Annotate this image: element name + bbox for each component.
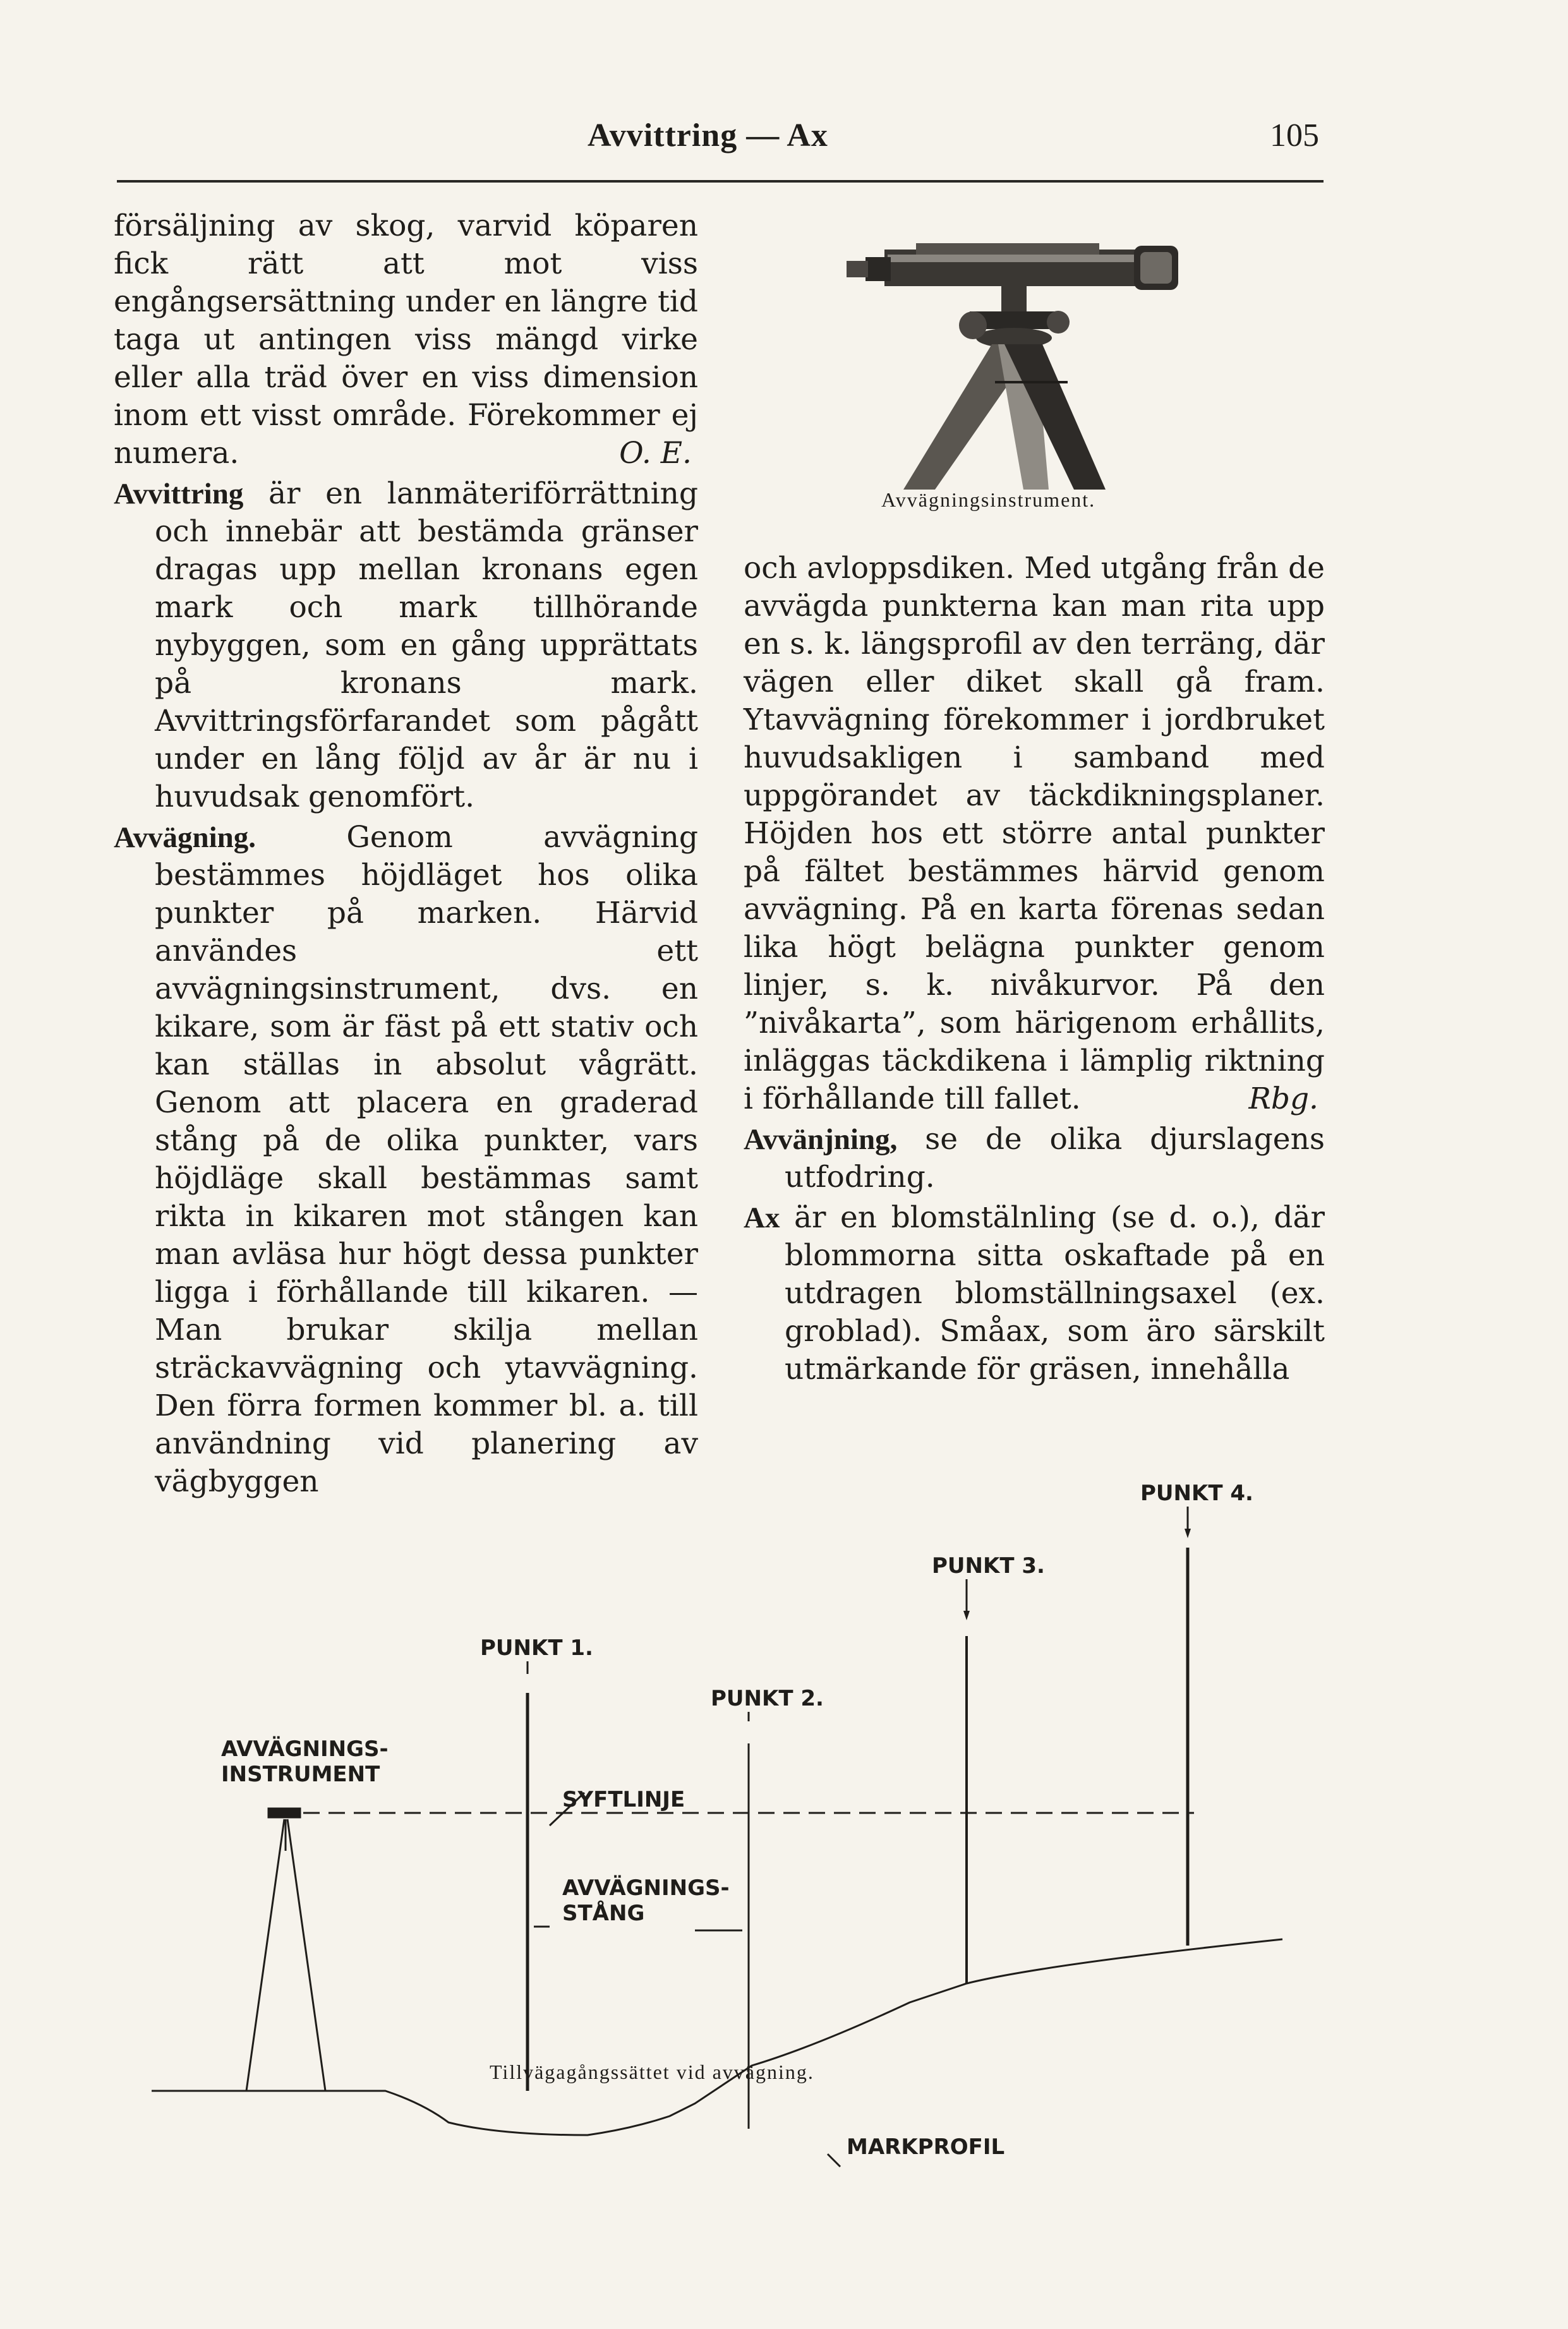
entry-text: se de olika djurslagens utfodring. — [785, 1122, 1325, 1195]
header-title: Avvittring — Ax — [588, 117, 828, 153]
entry-avvagning — [114, 819, 698, 1501]
punkt-3-label: PUNKT 3. — [932, 1553, 1045, 1579]
punkt-2-label: PUNKT 2. — [711, 1686, 824, 1711]
entry-avvittring — [114, 475, 698, 816]
left-column — [114, 207, 698, 1503]
entry-text: Genom avvägning bestämmes höjdläget hos olika punkter på marken. Härvid användes ett avvägningsinstrument, dvs. en kikare, som är fäst på ett stativ och kan ställas in absolut vågrätt. Genom att placera en graderad stång på de olika punkter, vars höjdläge skall bestämmas samt rikta in kikaren mot stången kan man avläsa hur högt dessa punkter ligga i förhållande till kikaren. — Man brukar skilja mellan sträckavvägning och ytavvägning. Den förra formen kommer bl. a. till användning vid planering av vägbyggen — [155, 820, 698, 1499]
author-signature: Rbg. — [1248, 1081, 1318, 1116]
entry-text: är en lanmäteriförrättning och innebär att bestämda gränser dragas upp mellan kronans egen mark och mark tillhörande nybyggen, som en gång upprättats på kronans mark. Avvittringsförfarandet som pågått under en lång följd av år är nu i huvudsak genomfört. — [155, 476, 698, 814]
instrument-label-line1: AVVÄGNINGS- — [221, 1736, 389, 1762]
syftlinje-label: SYFTLINJE — [562, 1787, 685, 1812]
entry-text: är en blomstälnling (se d. o.), där blommorna sitta oskaftade på en utdragen blomställningsaxel (ex. groblad). Småax, som äro särskilt utmärkande för gräsen, innehålla — [780, 1200, 1325, 1387]
photo-caption: Avvägningsinstrument. — [881, 488, 1096, 511]
punkt-1-label: PUNKT 1. — [480, 1635, 593, 1661]
punkt-4-label: PUNKT 4. — [1140, 1481, 1253, 1506]
paragraph-text: och avloppsdiken. Med utgång från de avvägda punkterna kan man rita upp en s. k. längsprofil av den terräng, där vägen eller diket skall gå fram. Ytavvägning förekommer i jordbruket huvudsakligen i samband med uppgörandet av täckdikningsplaner. Höjden hos ett större antal punkter på fältet bestämmes härvid genom avvägning. På en karta förenas sedan lika högt belägna punkter genom linjer, s. k. nivåkurvor. På den ”nivåkarta”, som härigenom erhållits, inläggas täckdikena i lämplig riktning i förhållande till fallet. — [744, 551, 1325, 1116]
header-rule — [117, 180, 1324, 183]
leveling-instrument-photo — [840, 224, 1219, 496]
leveling-diagram — [145, 1447, 1320, 2160]
paragraph — [744, 550, 1325, 1118]
author-signature: O. E. — [619, 436, 692, 471]
right-column — [744, 550, 1325, 1391]
diagram-caption: Tillvägagångssättet vid avvägning. — [490, 2061, 814, 2083]
headword: Avvänjning, — [744, 1123, 898, 1156]
entry-ax — [744, 1199, 1325, 1388]
headword: Avvägning. — [114, 821, 256, 854]
instrument-label-line2: INSTRUMENT — [221, 1762, 380, 1787]
page-number: 105 — [1270, 117, 1319, 153]
staff-label-line1: AVVÄGNINGS- — [562, 1875, 730, 1901]
paragraph — [114, 207, 698, 472]
paragraph-text: försäljning av skog, varvid köparen fick rätt att mot viss engångsersättning under en längre tid taga ut antingen viss mängd virke eller alla träd över en viss dimension inom ett visst område. Förekommer ej numera. — [114, 208, 698, 471]
staff-label-line2: STÅNG — [562, 1901, 645, 1926]
headword: Avvittring — [114, 478, 244, 510]
markprofil-label: MARKPROFIL — [847, 2134, 1005, 2160]
entry-avvanjning — [744, 1121, 1325, 1196]
headword: Ax — [744, 1201, 780, 1234]
